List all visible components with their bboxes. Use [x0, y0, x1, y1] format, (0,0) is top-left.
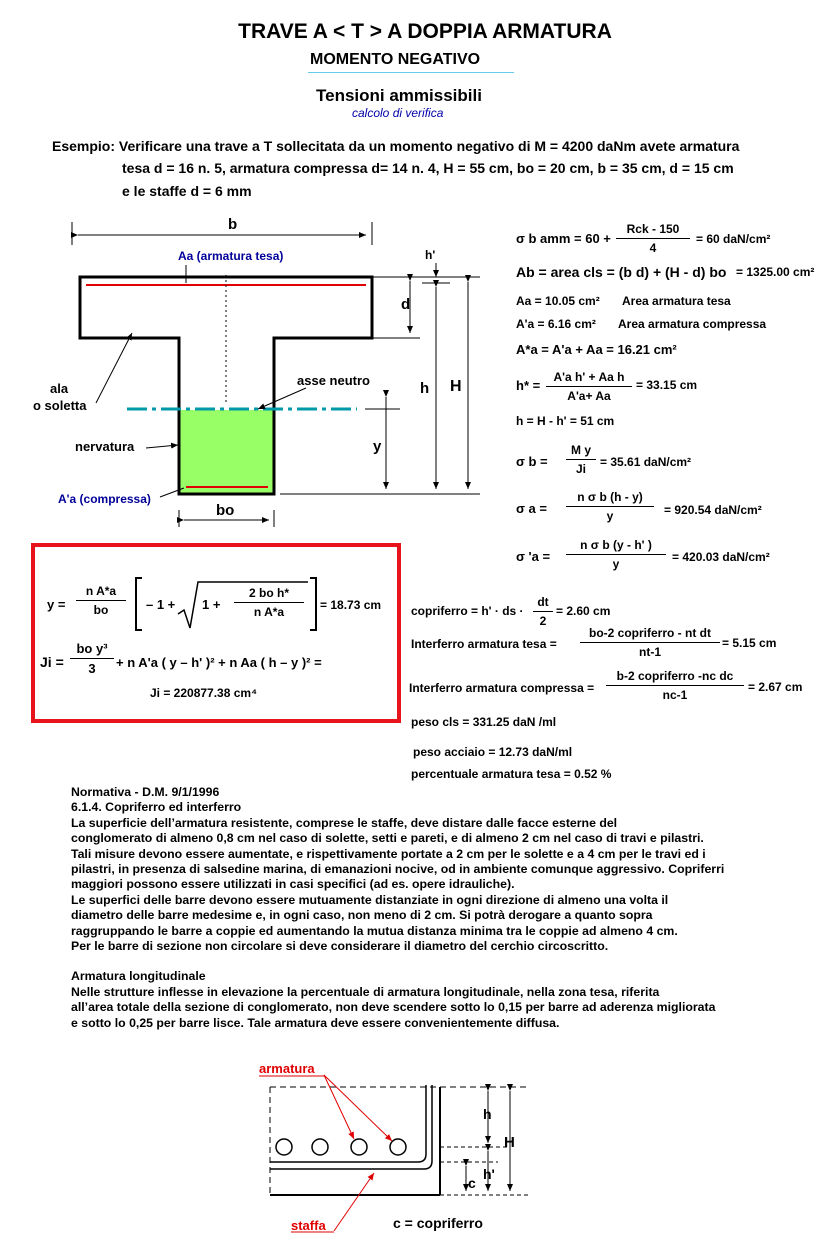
astar-formula: A*a = A'a + Aa = 16.21 cm² — [516, 342, 677, 357]
fraction-denominator: n A*a — [253, 605, 285, 619]
example-line-2: tesa d = 16 n. 5, armatura compressa d= 14 n. 4, H = 55 cm, bo = 20 cm, b = 35 cm, d = 15 cm — [122, 160, 734, 176]
fraction-denominator: nt-1 — [639, 645, 661, 659]
apa-label: A'a (compressa) — [58, 492, 151, 506]
fraction-numerator: dt — [537, 595, 549, 609]
sigma-a-lhs: σ a = — [516, 501, 547, 516]
rebar-circle — [390, 1139, 406, 1155]
d-label: d — [401, 296, 411, 313]
aa-desc: Area armatura tesa — [622, 294, 731, 308]
normativa-line: Per le barre di sezione non circolare si deve considerare il diametro del cerchio circoscritto. — [71, 939, 609, 954]
sigma-a-fraction — [566, 490, 654, 523]
fraction-numerator: n A*a — [85, 584, 117, 598]
apa-desc: Area armatura compressa — [618, 317, 767, 331]
normativa-line: Nelle strutture inflesse in elevazione la percentuale di armatura longitudinale, nella zona tesa, riferita — [71, 984, 660, 999]
y-inner-a: – 1 + — [146, 597, 176, 612]
normativa-line: pilastri, in presenza di salsedine marina, di emanazioni nocive, od in ambiente comunque aggressivo. Copriferri — [71, 862, 725, 877]
fraction-numerator: n σ b (h - y) — [577, 490, 643, 504]
rebar-circle — [351, 1139, 367, 1155]
t-beam-section-diagram — [0, 205, 500, 535]
example-line-1: Esempio: Verificare una trave a T sollecitata da un momento negativo di M = 4200 daNm avete armatura — [52, 138, 740, 154]
normativa-text — [71, 785, 724, 1031]
rebar-circle — [312, 1139, 328, 1155]
fraction-numerator: bo y³ — [76, 641, 108, 656]
sigma-b-amm-formula: σ b amm = 60 + — [516, 231, 611, 246]
sigma-b-result: = 35.61 daN/cm² — [600, 455, 692, 469]
interferro-tesa-lhs: Interferro armatura tesa = — [411, 637, 557, 651]
sigma-b-lhs: σ b = — [516, 454, 548, 469]
fraction-numerator: bo-2 copriferro - nt dt — [589, 626, 711, 640]
detail-c-label: c — [468, 1175, 476, 1191]
hstar-lhs: h* = — [516, 378, 541, 393]
normativa-line: conglomerato di almeno 0,8 cm nel caso di solette, setti e pareti, e di almeno 2 cm nel caso di travi e pilastri. — [71, 831, 704, 846]
normativa-line: e sotto lo 0,25 per barre lisce. Tale armatura deve essere convenientemente diffusa. — [71, 1015, 560, 1030]
H-label: H — [450, 378, 462, 395]
sigma-b-fraction — [566, 443, 596, 476]
hstar-fraction — [546, 370, 632, 403]
sigma-a-result: = 920.54 daN/cm² — [664, 503, 762, 517]
sigma-pa-result: = 420.03 daN/cm² — [672, 550, 770, 564]
page-subtitle — [310, 51, 480, 69]
fraction-numerator: n σ b (y - h' ) — [580, 538, 652, 552]
armatura-label: armatura — [259, 1061, 315, 1076]
sigma-pa-lhs: σ 'a = — [516, 549, 551, 564]
copriferro-lhs: copriferro = h' · ds · — [411, 604, 524, 618]
fraction-numerator: Rck - 150 — [626, 222, 680, 236]
peso-acciaio: peso acciaio = 12.73 daN/ml — [413, 745, 573, 759]
ala-label: ala — [50, 381, 69, 396]
subtitle-underline — [308, 72, 514, 73]
fraction-denominator: y — [612, 557, 620, 571]
fraction-denominator: 2 — [539, 614, 547, 628]
apa-value: A'a = 6.16 cm² — [516, 317, 596, 331]
subtitle-text: MOMENTO NEGATIVO — [310, 51, 481, 68]
detail-legend: c = copriferro — [393, 1215, 483, 1231]
ji-rest: + n A'a ( y – h' )² + n Aa ( h – y )² = — [116, 655, 322, 670]
percentuale-armatura: percentuale armatura tesa = 0.52 % — [411, 767, 612, 781]
ji-fraction — [70, 641, 114, 676]
fraction-denominator: 3 — [88, 661, 96, 676]
y-result: = 18.73 cm — [320, 598, 382, 612]
section-heading: Tensioni ammissibili — [316, 86, 482, 105]
normativa-line: raggruppando le barre a coppie ed aumentando la mutua distanza minima tra le coppie ad almeno 4 cm. — [71, 923, 678, 938]
detail-h-label: h — [483, 1106, 492, 1122]
y-label: y — [373, 438, 382, 455]
page-title: TRAVE A < T > A DOPPIA ARMATURA — [238, 20, 612, 43]
interferro-tesa-fraction — [580, 626, 720, 659]
staffa-label: staffa — [291, 1218, 326, 1233]
detail-h-prime-label: h' — [483, 1166, 495, 1182]
h-prime-label: h' — [425, 248, 436, 262]
b-label: b — [228, 216, 238, 233]
interferro-compressa-fraction — [606, 669, 744, 702]
interferro-tesa-result: = 5.15 cm — [722, 636, 777, 650]
fraction-numerator: b-2 copriferro -nc dc — [616, 669, 734, 683]
h-label: h — [420, 380, 430, 397]
fraction-denominator: y — [606, 509, 614, 523]
copriferro-fraction — [533, 595, 553, 628]
y-inner-fraction — [234, 586, 304, 619]
fraction-denominator: A'a+ Aa — [567, 389, 611, 403]
peso-cls: peso cls = 331.25 daN /ml — [411, 715, 557, 729]
fraction-denominator: nc-1 — [662, 688, 688, 702]
compression-zone — [179, 410, 274, 494]
ab-result: = 1325.00 cm² — [736, 265, 815, 279]
ji-result: Ji = 220877.38 cm⁴ — [150, 686, 258, 700]
normativa-line: maggiori possono essere utilizzati in casi specifici (ad es. opere idrauliche). — [71, 877, 515, 892]
fraction-numerator: M y — [570, 443, 591, 457]
y-fraction — [76, 584, 126, 617]
ab-formula: Ab = area cls = (b d) + (H - d) bo — [516, 264, 727, 280]
fraction-numerator: 2 bo h* — [248, 586, 289, 600]
nervatura-label: nervatura — [75, 439, 135, 454]
asse-neutro-label: asse neutro — [297, 373, 370, 388]
y-inner-b: 1 + — [202, 597, 221, 612]
y-lhs: y = — [47, 597, 66, 612]
ji-lhs: Ji = — [40, 654, 64, 670]
hstar-result: = 33.15 cm — [636, 378, 698, 392]
fraction-numerator: A'a h' + Aa h — [553, 370, 625, 384]
fraction-denominator: bo — [93, 603, 109, 617]
normativa-line: 6.1.4. Copriferro ed interferro — [71, 800, 242, 815]
fraction-denominator: 4 — [649, 241, 657, 255]
example-line-3: e le staffe d = 6 mm — [122, 183, 252, 199]
sigma-b-amm-fraction — [616, 222, 690, 255]
interferro-compressa-result: = 2.67 cm — [748, 680, 803, 694]
sigma-b-amm-result: = 60 daN/cm² — [696, 232, 771, 246]
normativa-line: Tali misure devono essere aumentate, e rispettivamente portate a 2 cm per le solette e a 4 cm per le travi ed i — [71, 846, 706, 861]
normativa-line: all’area totale della sezione di conglomerato, non deve scendere sotto lo 0,15 per barre ad aderenza migliorata — [71, 1000, 716, 1015]
h-formula: h = H - h' = 51 cm — [516, 414, 615, 428]
normativa-line — [71, 954, 724, 969]
bo-label: bo — [216, 502, 235, 519]
section-note: calcolo di verifica — [352, 106, 444, 120]
copriferro-result: = 2.60 cm — [556, 604, 611, 618]
interferro-compressa-lhs: Interferro armatura compressa = — [409, 681, 595, 695]
rebar-detail-diagram — [240, 1055, 600, 1245]
normativa-line: Armatura longitudinale — [71, 969, 206, 984]
normativa-line: Le superfici delle barre devono essere mutuamente distanziate in ogni direzione di almeno una volta il — [71, 892, 669, 907]
detail-H-label: H — [504, 1134, 515, 1151]
soletta-label: o soletta — [33, 398, 87, 413]
aa-label: Aa (armatura tesa) — [178, 249, 284, 263]
sigma-pa-fraction — [566, 538, 666, 571]
normativa-line: Normativa - D.M. 9/1/1996 — [71, 785, 220, 799]
aa-value: Aa = 10.05 cm² — [516, 294, 600, 308]
rebar-circle — [276, 1139, 292, 1155]
fraction-denominator: Ji — [575, 462, 586, 476]
normativa-line: diametro delle barre medesime e, in ogni caso, non meno di 2 cm. Si potrà derogare a quanto sopra — [71, 908, 653, 923]
normativa-line: La superficie dell’armatura resistente, comprese le staffe, deve distare dalle facce esterne del — [71, 815, 618, 830]
